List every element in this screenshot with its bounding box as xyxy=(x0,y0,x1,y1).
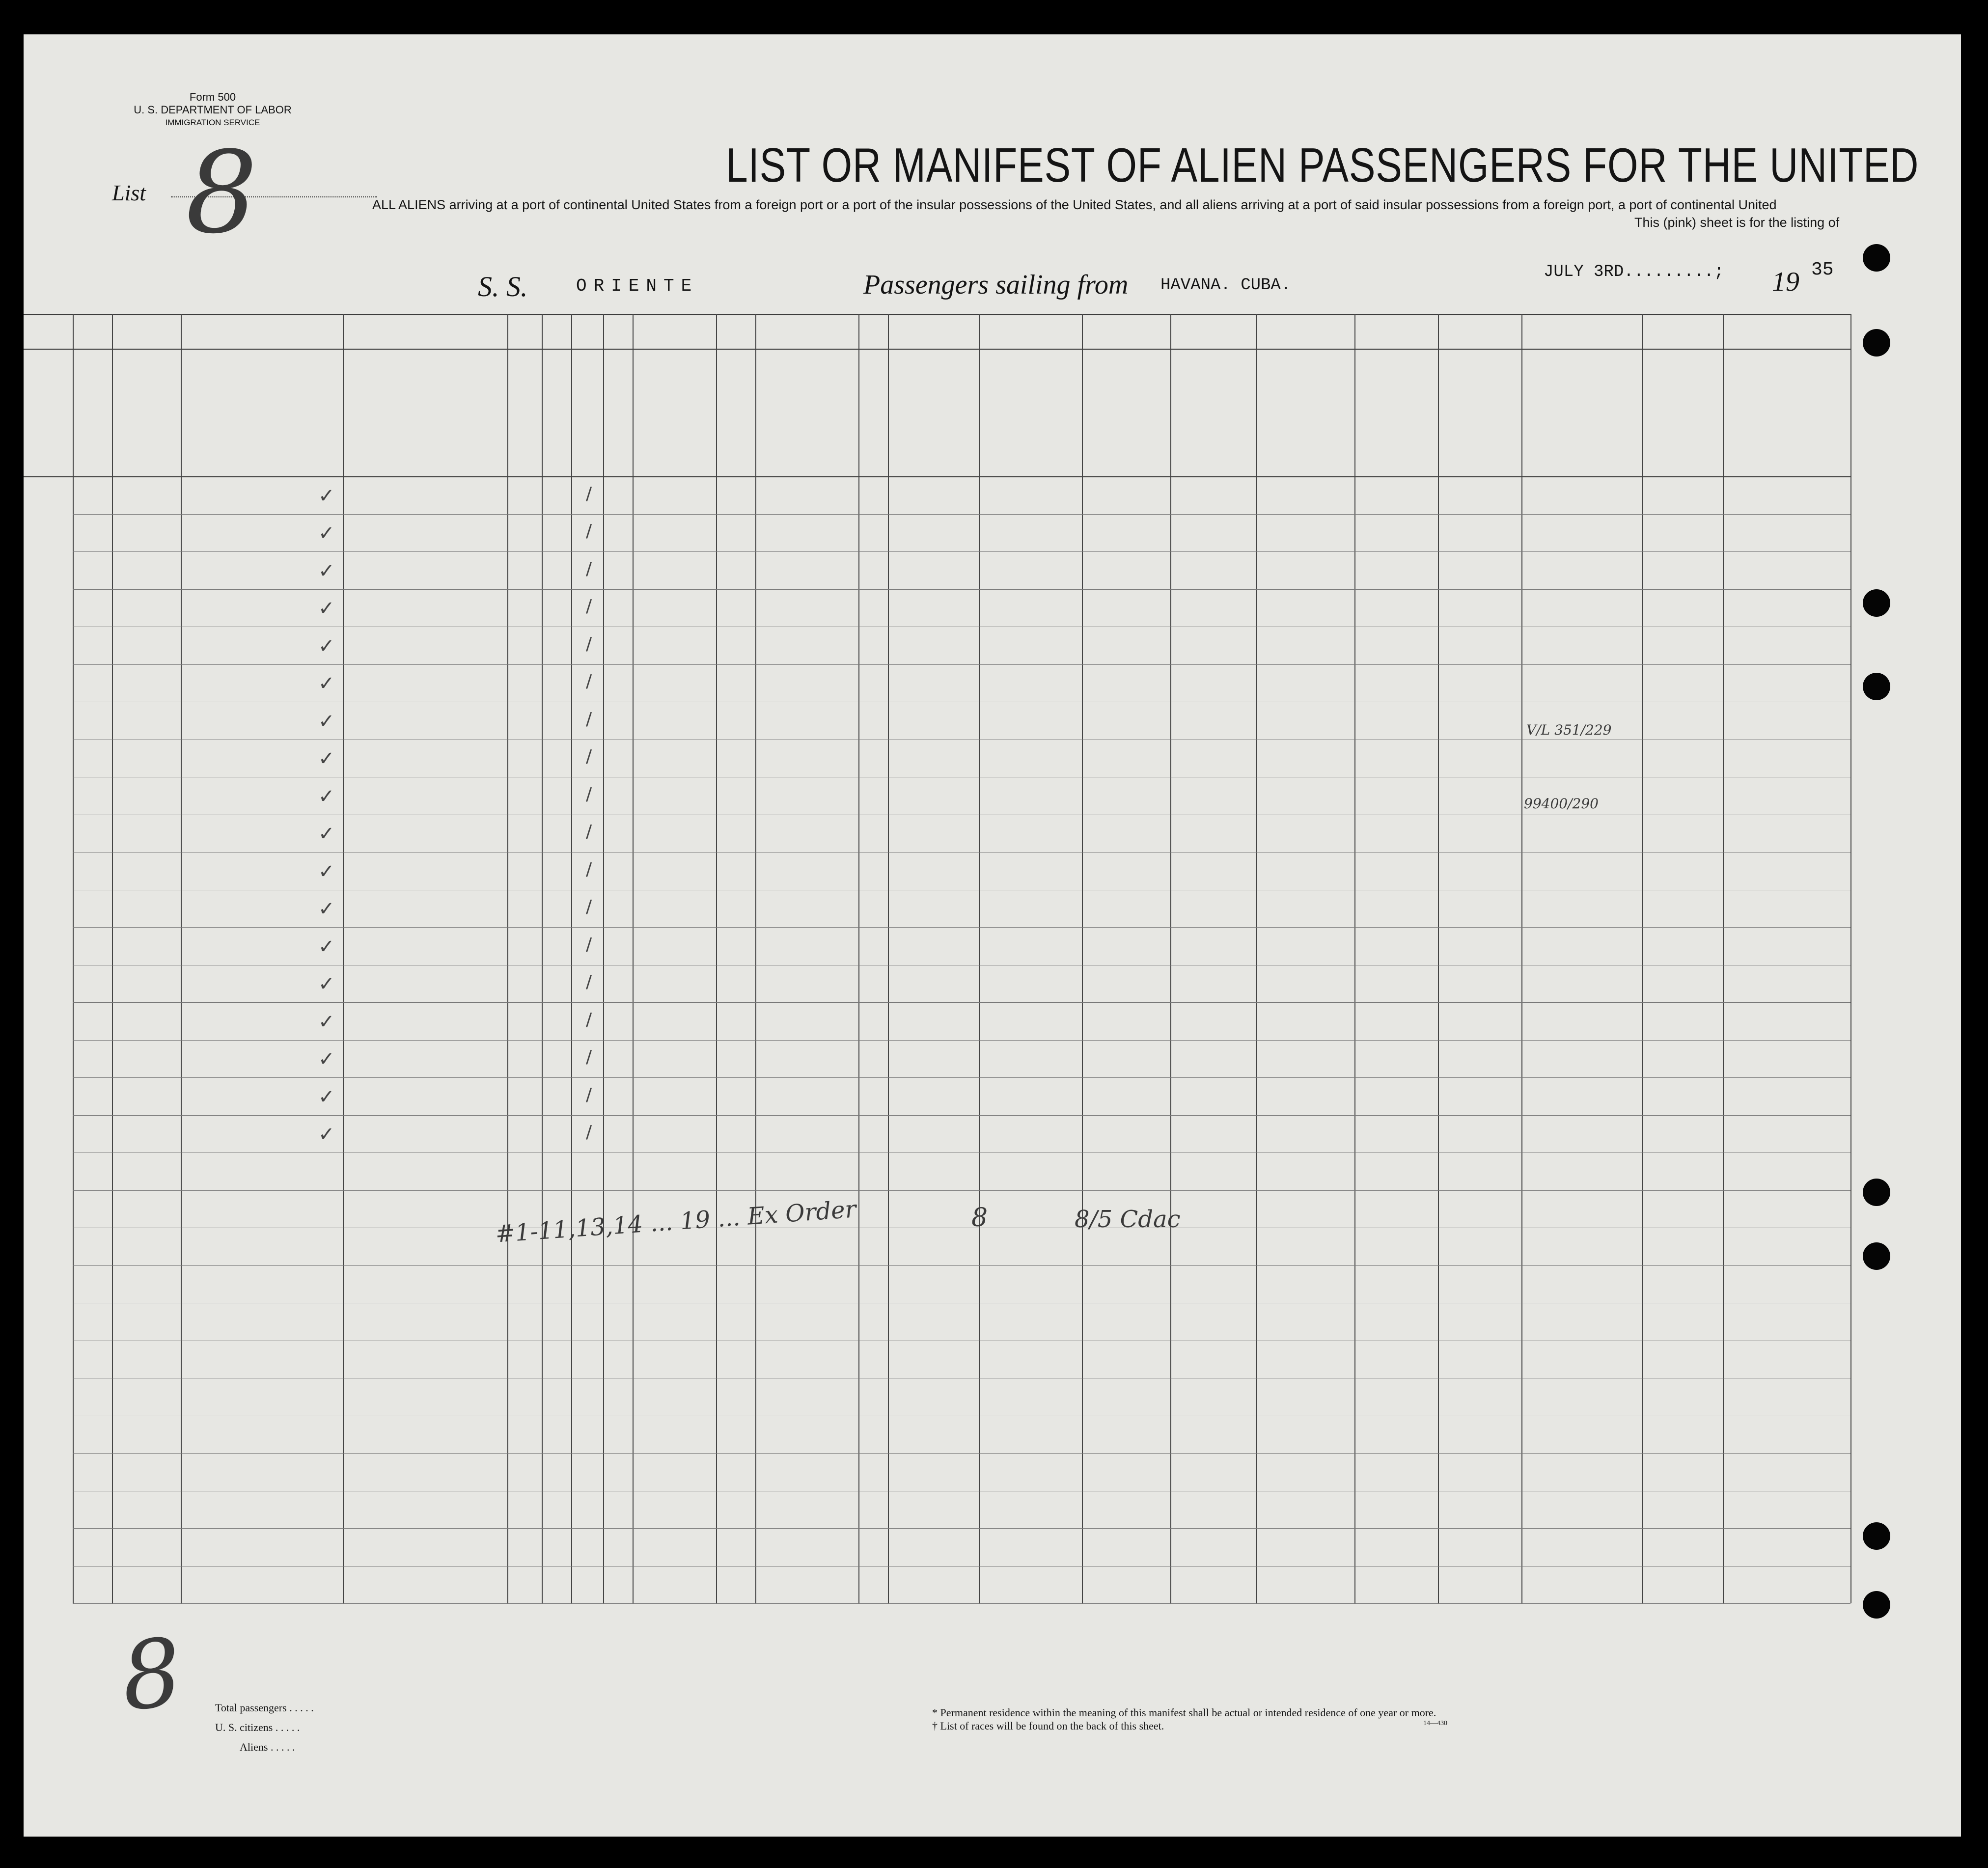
checkmark-icon: ✓ xyxy=(318,634,335,658)
table-row xyxy=(24,664,1850,702)
tick-mark-icon: / xyxy=(586,1047,592,1067)
punch-hole xyxy=(1863,673,1890,700)
tick-mark-icon: / xyxy=(586,1122,592,1142)
checkmark-icon: ✓ xyxy=(318,898,335,920)
form-label xyxy=(97,91,328,129)
tick-mark-icon: / xyxy=(586,897,592,917)
table-row xyxy=(24,927,1850,965)
intro-text-2: This (pink) sheet is for the listing of xyxy=(1634,215,1840,230)
row-rule xyxy=(73,1528,1850,1529)
tick-mark-icon: / xyxy=(586,521,592,541)
ship-name: ORIENTE xyxy=(576,276,699,296)
checkmark-icon: ✓ xyxy=(318,785,335,808)
checkmark-icon: ✓ xyxy=(318,1048,335,1071)
checkmark-icon: ✓ xyxy=(318,522,335,545)
tick-mark-icon: / xyxy=(586,596,592,616)
service: IMMIGRATION SERVICE xyxy=(165,118,260,127)
checkmark-icon: ✓ xyxy=(318,747,335,770)
footer-total-label: Total passengers . . . . . xyxy=(215,1702,314,1714)
tick-mark-icon: / xyxy=(586,746,592,767)
punch-hole xyxy=(1863,329,1890,357)
bottom-annotation: #1-11,13,14 ... 19 ... Ex Order xyxy=(494,1195,857,1248)
tick-mark-icon: / xyxy=(586,671,592,691)
row8-verification: 99400/290 xyxy=(1524,796,1599,812)
checkmark-icon: ✓ xyxy=(318,935,335,958)
tick-mark-icon: / xyxy=(586,934,592,955)
tick-mark-icon: / xyxy=(586,859,592,879)
footnote-races: † List of races will be found on the back of this sheet. xyxy=(932,1720,1164,1732)
form-number: Form 500 xyxy=(189,91,236,103)
footer-code: 14—430 xyxy=(1423,1720,1447,1727)
punch-hole xyxy=(1863,1522,1890,1550)
table-row xyxy=(24,514,1850,552)
sailing-label: Passengers sailing from xyxy=(863,270,1129,300)
table-row xyxy=(24,1040,1850,1078)
footnote-residence: * Permanent residence within the meaning of this manifest shall be actual or intended residence of one year or more. xyxy=(932,1706,1436,1719)
table-row xyxy=(24,1077,1850,1115)
checkmark-icon: ✓ xyxy=(318,710,335,733)
bottom-annotation-3: 8/5 Cdac xyxy=(1075,1206,1181,1233)
year-suffix: 35 xyxy=(1811,259,1834,280)
punch-hole xyxy=(1863,1179,1890,1206)
tick-mark-icon: / xyxy=(586,558,592,579)
bottom-annotation-2: 8 xyxy=(971,1203,988,1233)
table-row xyxy=(24,890,1850,928)
checkmark-icon: ✓ xyxy=(318,559,335,582)
table-row xyxy=(24,1115,1850,1153)
department: U. S. DEPARTMENT OF LABOR xyxy=(134,104,292,116)
list-label: List xyxy=(112,180,146,205)
table-row xyxy=(24,589,1850,627)
table-row xyxy=(24,1002,1850,1040)
row-rule xyxy=(73,1453,1850,1454)
row-rule xyxy=(73,1265,1850,1266)
table-row xyxy=(24,551,1850,589)
punch-hole xyxy=(1863,244,1890,272)
table-row xyxy=(24,740,1850,777)
table-row xyxy=(24,852,1850,890)
sailing-date: JULY 3RD.........; xyxy=(1544,263,1724,281)
page-title: LIST OR MANIFEST OF ALIEN PASSENGERS FOR THE UNITED xyxy=(726,138,1919,192)
table-row xyxy=(24,815,1850,852)
row6-verification: V/L 351/229 xyxy=(1526,722,1612,738)
punch-hole xyxy=(1863,1591,1890,1619)
punch-hole xyxy=(1863,589,1890,617)
checkmark-icon: ✓ xyxy=(318,672,335,695)
tick-mark-icon: / xyxy=(586,1084,592,1105)
checkmark-icon: ✓ xyxy=(318,860,335,883)
intro-text: ALL ALIENS arriving at a port of continental United States from a foreign port or a port of the insular possessions of the United States, and all aliens arriving at a port of said insular possessions from a foreign port, a port of continental United xyxy=(372,197,1777,212)
table-row xyxy=(24,627,1850,664)
footer-citizens-label: U. S. citizens . . . . . xyxy=(215,1721,300,1733)
checkmark-icon: ✓ xyxy=(318,597,335,620)
column-rule xyxy=(1850,314,1851,1603)
tick-mark-icon: / xyxy=(586,1009,592,1030)
tick-mark-icon: / xyxy=(586,822,592,842)
row-rule xyxy=(73,1190,1850,1191)
manifest-sheet xyxy=(24,34,1961,1837)
ss-label: S. S. xyxy=(478,271,528,302)
checkmark-icon: ✓ xyxy=(318,1010,335,1033)
checkmark-icon: ✓ xyxy=(318,1085,335,1108)
tick-mark-icon: / xyxy=(586,784,592,804)
list-number-handwritten: 8 xyxy=(186,128,258,259)
table-row xyxy=(24,476,1850,514)
table-row xyxy=(24,965,1850,1003)
departure-port: HAVANA. CUBA. xyxy=(1160,276,1291,295)
tick-mark-icon: / xyxy=(586,972,592,992)
tick-mark-icon: / xyxy=(586,633,592,654)
punch-hole xyxy=(1863,1242,1890,1270)
checkmark-icon: ✓ xyxy=(318,484,335,507)
tick-mark-icon: / xyxy=(586,483,592,504)
checkmark-icon: ✓ xyxy=(318,823,335,845)
row-rule xyxy=(73,1603,1850,1604)
checkmark-icon: ✓ xyxy=(318,973,335,995)
checkmark-icon: ✓ xyxy=(318,1123,335,1146)
side-numeral: 8 xyxy=(116,1618,187,1732)
year-prefix: 19 xyxy=(1772,267,1799,297)
tick-mark-icon: / xyxy=(586,709,592,729)
footer-aliens-label: Aliens . . . . . xyxy=(240,1741,295,1753)
